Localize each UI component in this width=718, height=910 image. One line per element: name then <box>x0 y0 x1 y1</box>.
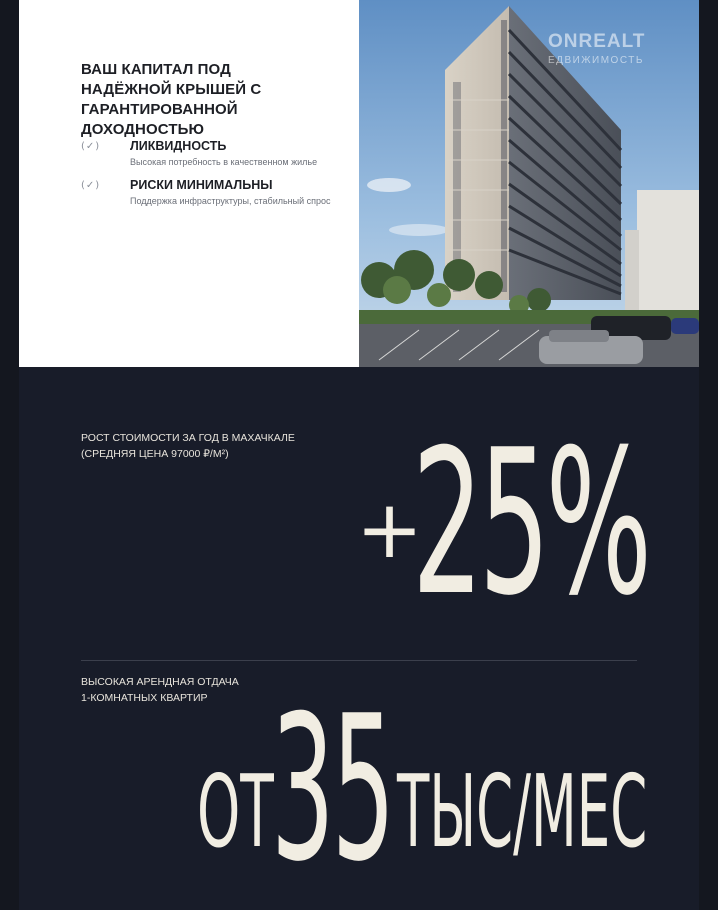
feature-title: РИСКИ МИНИМАЛЬНЫ <box>130 178 273 192</box>
growth-label-line1: РОСТ СТОИМОСТИ ЗА ГОД В МАХАЧКАЛЕ <box>81 432 295 444</box>
feature-title: ЛИКВИДНОСТЬ <box>130 139 227 153</box>
growth-value: 25% <box>412 407 648 640</box>
divider <box>81 660 637 661</box>
headline: ВАШ КАПИТАЛ ПОД НАДЁЖНОЙ КРЫШЕЙ С ГАРАНТИРОВАННОЙ ДОХОДНОСТЬЮ <box>81 61 262 138</box>
rent-unit: ТЫС/МЕС <box>397 753 648 870</box>
growth-label-line2: (СРЕДНЯЯ ЦЕНА 97000 ₽/М²) <box>81 448 229 460</box>
check-icon: (✓) <box>81 141 101 152</box>
feature-desc: Высокая потребность в качественном жилье <box>130 157 318 167</box>
right-border <box>699 0 718 910</box>
watermark-subtitle: ЕДВИЖИМОСТЬ <box>548 55 644 66</box>
rent-label-line2: 1-КОМНАТНЫХ КВАРТИР <box>81 692 208 704</box>
building-photo <box>359 0 699 367</box>
growth-plus-sign: + <box>356 483 424 576</box>
feature-desc: Поддержка инфраструктуры, стабильный спрос <box>130 196 331 206</box>
left-border <box>0 0 19 910</box>
watermark-logo: ONREALT <box>548 31 646 52</box>
rent-prefix: ОТ <box>197 753 274 870</box>
building-illustration <box>359 0 699 367</box>
rent-number: 35 <box>271 673 393 906</box>
rent-label-line1: ВЫСОКАЯ АРЕНДНАЯ ОТДАЧА <box>81 676 239 688</box>
check-icon: (✓) <box>81 180 101 191</box>
